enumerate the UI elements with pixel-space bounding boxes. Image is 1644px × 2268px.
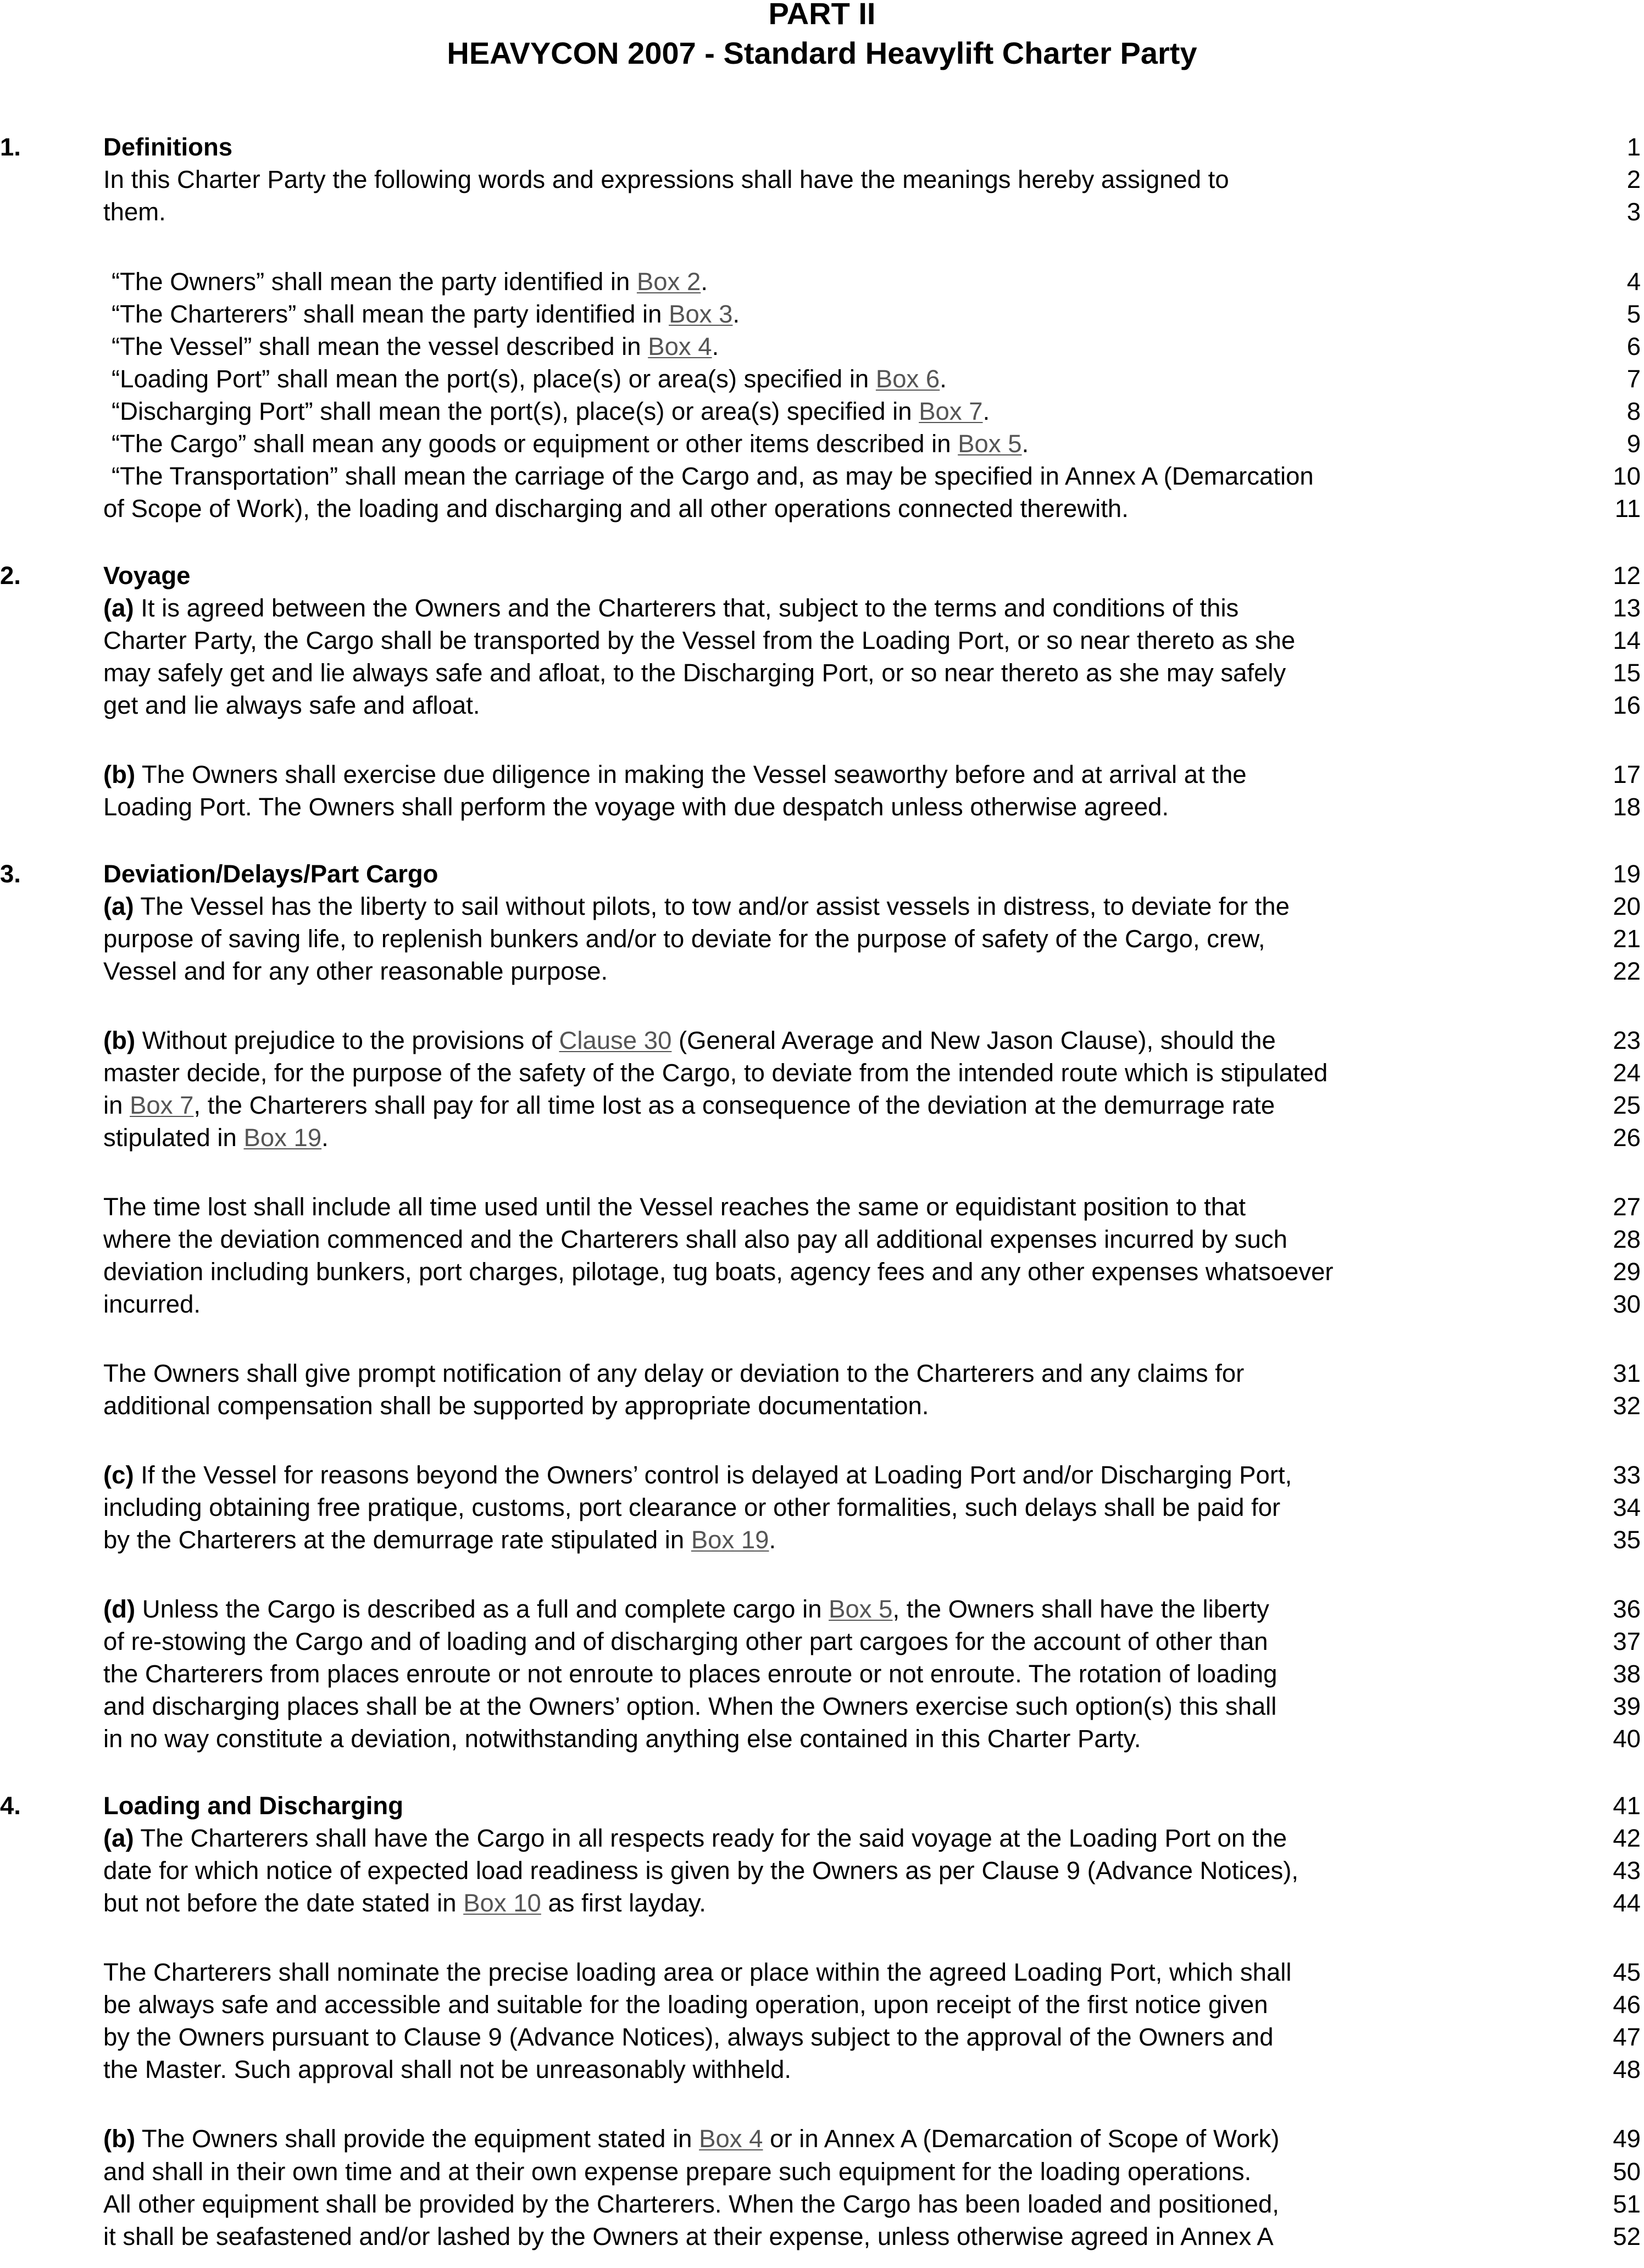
line-number: 20 — [1613, 892, 1641, 920]
line-number: 15 — [1613, 659, 1641, 687]
bold-text: Definitions — [103, 133, 233, 161]
text-line — [103, 1290, 201, 1319]
line-number: 34 — [1613, 1493, 1641, 1521]
line-number: 21 — [1613, 925, 1641, 953]
text-segment: be always safe and accessible and suitable for the loading operation, upon receipt of the first notice given — [103, 1991, 1268, 2019]
text-line — [103, 2055, 791, 2084]
text-line — [103, 1258, 1334, 1286]
text-segment: where the deviation commenced and the Charterers shall also pay all additional expenses incurred by such — [103, 1225, 1287, 1253]
text-segment: “The Owners” shall mean the party identified in — [112, 268, 637, 296]
line-number: 36 — [1613, 1595, 1641, 1623]
text-segment: The time lost shall include all time used until the Vessel reaches the same or equidistant position to that — [103, 1193, 1246, 1221]
text-segment: incurred. — [103, 1290, 201, 1318]
reference-link[interactable]: Box 7 — [130, 1091, 194, 1119]
text-line — [103, 2125, 1279, 2153]
text-line — [103, 1124, 329, 1152]
text-line — [103, 1824, 1287, 1853]
line-number: 23 — [1613, 1026, 1641, 1054]
line-number: 38 — [1613, 1660, 1641, 1688]
text-segment: . — [701, 268, 708, 296]
line-number: 16 — [1613, 691, 1641, 719]
text-line — [103, 1692, 1276, 1721]
line-number: 13 — [1613, 594, 1641, 622]
reference-link[interactable]: Box 5 — [829, 1595, 893, 1623]
line-number: 42 — [1613, 1824, 1641, 1852]
text-line — [103, 1493, 1280, 1522]
text-line — [103, 892, 1290, 921]
section-number: 1. — [0, 133, 21, 161]
text-segment: may safely get and lie always safe and afloat, to the Discharging Port, or so near thereto as she may safely — [103, 659, 1286, 687]
text-segment: in no way constitute a deviation, notwithstanding anything else contained in this Charter Party. — [103, 1725, 1141, 1753]
line-number: 5 — [1626, 300, 1641, 328]
text-line — [103, 1991, 1268, 2019]
section-heading — [103, 860, 438, 888]
text-line — [103, 1595, 1269, 1624]
text-line — [103, 2023, 1274, 2052]
text-line — [103, 1392, 929, 1420]
text-line — [103, 626, 1295, 655]
text-line — [103, 198, 166, 226]
text-segment: Charter Party, the Cargo shall be transported by the Vessel from the Loading Port, or so near thereto as she — [103, 626, 1296, 654]
text-line — [103, 494, 1129, 523]
bold-text: (b) — [103, 1026, 136, 1054]
text-segment: by the Owners pursuant to Clause 9 (Advance Notices), always subject to the approval of the Owners and — [103, 2023, 1274, 2051]
line-number: 2 — [1626, 165, 1641, 193]
line-number: 24 — [1613, 1059, 1641, 1087]
reference-link[interactable]: Box 2 — [636, 268, 701, 296]
bold-text: (a) — [103, 892, 134, 920]
text-segment: or in Annex A (Demarcation of Scope of Work) — [763, 2125, 1280, 2153]
text-line — [103, 1958, 1292, 1987]
reference-link[interactable]: Box 3 — [669, 300, 733, 328]
text-line — [103, 2190, 1279, 2219]
text-line — [103, 925, 1265, 953]
text-segment: (General Average and New Jason Clause), should the — [671, 1026, 1276, 1054]
text-line — [103, 1225, 1287, 1254]
text-line — [112, 300, 740, 329]
line-number: 50 — [1613, 2158, 1641, 2186]
reference-link[interactable]: Box 19 — [691, 1526, 769, 1554]
text-segment: The Owners shall provide the equipment stated in — [135, 2125, 699, 2153]
line-number: 29 — [1613, 1258, 1641, 1286]
bold-text: Voyage — [103, 562, 191, 590]
section-number: 2. — [0, 562, 21, 590]
line-number: 47 — [1613, 2023, 1641, 2051]
text-segment: purpose of saving life, to replenish bunkers and/or to deviate for the purpose of safety of the Cargo, crew, — [103, 925, 1265, 953]
text-line — [103, 1526, 776, 1554]
line-number: 8 — [1626, 397, 1641, 425]
line-number: 3 — [1626, 198, 1641, 226]
section-number: 3. — [0, 860, 21, 888]
line-number: 52 — [1613, 2222, 1641, 2250]
line-number: 48 — [1613, 2055, 1641, 2083]
reference-link[interactable]: Clause 30 — [559, 1026, 672, 1054]
text-line — [103, 957, 608, 986]
text-line — [103, 1026, 1276, 1055]
section-heading — [103, 1792, 403, 1820]
bold-text: (a) — [103, 1824, 134, 1852]
line-number: 39 — [1613, 1692, 1641, 1720]
line-number: 40 — [1613, 1725, 1641, 1753]
line-number: 33 — [1613, 1461, 1641, 1489]
text-segment: If the Vessel for reasons beyond the Owners’ control is delayed at Loading Port and/or Discharging Port, — [134, 1461, 1292, 1489]
bold-text: Deviation/Delays/Part Cargo — [103, 860, 438, 888]
line-number: 51 — [1613, 2190, 1641, 2218]
document-title: HEAVYCON 2007 - Standard Heavylift Charter Party — [447, 36, 1197, 70]
text-line — [112, 462, 1314, 491]
text-segment: The Owners shall exercise due diligence in making the Vessel seaworthy before and at arrival at the — [135, 760, 1247, 788]
text-segment: but not before the date stated in — [103, 1889, 464, 1917]
text-line — [103, 1359, 1244, 1388]
text-segment: deviation including bunkers, port charges, pilotage, tug boats, agency fees and any other expenses whatsoever — [103, 1258, 1334, 1286]
reference-link[interactable]: Box 6 — [875, 365, 940, 393]
line-number: 10 — [1613, 462, 1641, 490]
text-segment: The Charterers shall have the Cargo in all respects ready for the said voyage at the Loading Port on the — [134, 1824, 1287, 1852]
text-line — [112, 397, 990, 426]
line-number: 25 — [1613, 1091, 1641, 1119]
line-number: 4 — [1626, 268, 1641, 296]
line-number: 18 — [1613, 793, 1641, 821]
bold-text: (a) — [103, 594, 134, 622]
text-segment: Vessel and for any other reasonable purpose. — [103, 957, 608, 985]
line-number: 46 — [1613, 1991, 1641, 2019]
line-number: 7 — [1626, 365, 1641, 393]
text-line — [103, 1856, 1298, 1885]
text-line — [103, 1193, 1246, 1221]
text-segment: and shall in their own time and at their own expense prepare such equipment for the loading operations. — [103, 2158, 1252, 2186]
text-segment: . — [940, 365, 947, 393]
text-segment: “The Cargo” shall mean any goods or equipment or other items described in — [112, 430, 958, 458]
text-line — [112, 268, 708, 296]
text-segment: in — [103, 1091, 130, 1119]
line-number: 14 — [1613, 626, 1641, 654]
line-number: 19 — [1613, 860, 1641, 888]
reference-link[interactable]: Box 10 — [463, 1889, 541, 1917]
text-segment: The Owners shall give prompt notification of any delay or deviation to the Charterers and any claims for — [103, 1359, 1245, 1387]
text-line — [103, 1461, 1292, 1489]
text-line — [103, 1660, 1277, 1688]
line-number: 17 — [1613, 760, 1641, 788]
line-number: 27 — [1613, 1193, 1641, 1221]
line-number: 43 — [1613, 1856, 1641, 1885]
text-segment: and discharging places shall be at the Owners’ option. When the Owners exercise such option(s) this shall — [103, 1692, 1277, 1720]
line-number: 37 — [1613, 1627, 1641, 1655]
text-segment: stipulated in — [103, 1124, 244, 1152]
section-number: 4. — [0, 1792, 21, 1820]
text-line — [103, 1627, 1268, 1656]
line-number: 41 — [1613, 1792, 1641, 1820]
text-segment: of re-stowing the Cargo and of loading and of discharging other part cargoes for the account of other than — [103, 1627, 1268, 1655]
text-segment: The Charterers shall nominate the precise loading area or place within the agreed Loading Port, which shall — [103, 1958, 1292, 1986]
text-segment: as first layday. — [541, 1889, 706, 1917]
text-segment: it shall be seafastened and/or lashed by the Owners at their expense, unless otherwise agreed in Annex A — [103, 2222, 1274, 2250]
text-segment: . — [712, 332, 719, 360]
text-segment: . — [1021, 430, 1029, 458]
text-segment: The Vessel has the liberty to sail without pilots, to tow and/or assist vessels in distress, to deviate for the — [134, 892, 1290, 920]
text-segment: . — [732, 300, 740, 328]
text-line — [112, 430, 1029, 458]
text-segment: “The Charterers” shall mean the party identified in — [112, 300, 669, 328]
bold-text: (d) — [103, 1595, 136, 1623]
reference-link[interactable]: Box 7 — [919, 397, 983, 425]
reference-link[interactable]: Box 4 — [648, 332, 712, 360]
text-line — [103, 1725, 1141, 1753]
reference-link[interactable]: Box 19 — [243, 1124, 322, 1152]
text-segment: All other equipment shall be provided by the Charterers. When the Cargo has been loaded and positioned, — [103, 2190, 1279, 2218]
text-line — [103, 760, 1247, 789]
part-heading: PART II — [768, 0, 876, 31]
text-segment: , the Charterers shall pay for all time lost as a consequence of the deviation at the demurrage rate — [193, 1091, 1275, 1119]
text-line — [103, 165, 1229, 194]
text-segment: , the Owners shall have the liberty — [892, 1595, 1269, 1623]
text-segment: “Discharging Port” shall mean the port(s), place(s) or area(s) specified in — [112, 397, 919, 425]
text-segment: “The Transportation” shall mean the carriage of the Cargo and, as may be specified in Annex A (Demarcation — [112, 462, 1314, 490]
text-segment: additional compensation shall be supported by appropriate documentation. — [103, 1392, 929, 1420]
text-line — [103, 659, 1286, 687]
text-segment: date for which notice of expected load readiness is given by the Owners as per Clause 9 (Advance Notices), — [103, 1856, 1299, 1885]
line-number: 32 — [1613, 1392, 1641, 1420]
text-segment: “Loading Port” shall mean the port(s), place(s) or area(s) specified in — [112, 365, 876, 393]
text-line — [103, 691, 480, 720]
text-segment: . — [321, 1124, 329, 1152]
text-line — [103, 1059, 1328, 1087]
line-number: 12 — [1613, 562, 1641, 590]
line-number: 35 — [1613, 1526, 1641, 1554]
bold-text: (c) — [103, 1461, 134, 1489]
text-segment: the Master. Such approval shall not be unreasonably withheld. — [103, 2055, 792, 2083]
line-number: 45 — [1613, 1958, 1641, 1986]
text-segment: get and lie always safe and afloat. — [103, 691, 480, 719]
text-line — [103, 594, 1238, 622]
text-segment: Loading Port. The Owners shall perform the voyage with due despatch unless otherwise agreed. — [103, 793, 1169, 821]
line-number: 31 — [1613, 1359, 1641, 1387]
section-heading — [103, 133, 232, 162]
text-segment: by the Charterers at the demurrage rate stipulated in — [103, 1526, 691, 1554]
bold-text: (b) — [103, 2125, 136, 2153]
text-segment: the Charterers from places enroute or not enroute to places enroute or not enroute. The rotation of loading — [103, 1660, 1278, 1688]
bold-text: (b) — [103, 760, 136, 788]
text-segment: . — [769, 1526, 776, 1554]
text-segment: Unless the Cargo is described as a full and complete cargo in — [135, 1595, 829, 1623]
line-number: 6 — [1626, 332, 1641, 360]
line-number: 44 — [1613, 1889, 1641, 1917]
text-segment: including obtaining free pratique, customs, port clearance or other formalities, such delays shall be paid for — [103, 1493, 1281, 1521]
text-segment: of Scope of Work), the loading and discharging and all other operations connected therewith. — [103, 494, 1129, 522]
text-line — [112, 365, 947, 393]
line-number: 11 — [1614, 494, 1641, 522]
line-number: 30 — [1613, 1290, 1641, 1318]
text-segment: It is agreed between the Owners and the Charterers that, subject to the terms and conditions of this — [134, 594, 1239, 622]
text-line — [103, 2158, 1251, 2186]
text-segment: Without prejudice to the provisions of — [135, 1026, 559, 1054]
text-segment: In this Charter Party the following words and expressions shall have the meanings hereby assigned to — [103, 165, 1229, 193]
text-segment: “The Vessel” shall mean the vessel described in — [112, 332, 648, 360]
line-number: 1 — [1626, 133, 1641, 161]
section-heading — [103, 562, 190, 590]
text-line — [112, 332, 719, 361]
text-line — [103, 1889, 706, 1917]
reference-link[interactable]: Box 4 — [699, 2125, 763, 2153]
line-number: 49 — [1613, 2125, 1641, 2153]
text-segment: master decide, for the purpose of the safety of the Cargo, to deviate from the intended route which is stipulated — [103, 1059, 1328, 1087]
line-number: 26 — [1613, 1124, 1641, 1152]
bold-text: Loading and Discharging — [103, 1792, 404, 1820]
text-segment: them. — [103, 198, 166, 226]
reference-link[interactable]: Box 5 — [958, 430, 1022, 458]
text-line — [103, 793, 1169, 821]
text-segment: . — [982, 397, 990, 425]
line-number: 28 — [1613, 1225, 1641, 1253]
line-number: 22 — [1613, 957, 1641, 985]
line-number: 9 — [1626, 430, 1641, 458]
text-line — [103, 2222, 1274, 2251]
text-line — [103, 1091, 1275, 1120]
